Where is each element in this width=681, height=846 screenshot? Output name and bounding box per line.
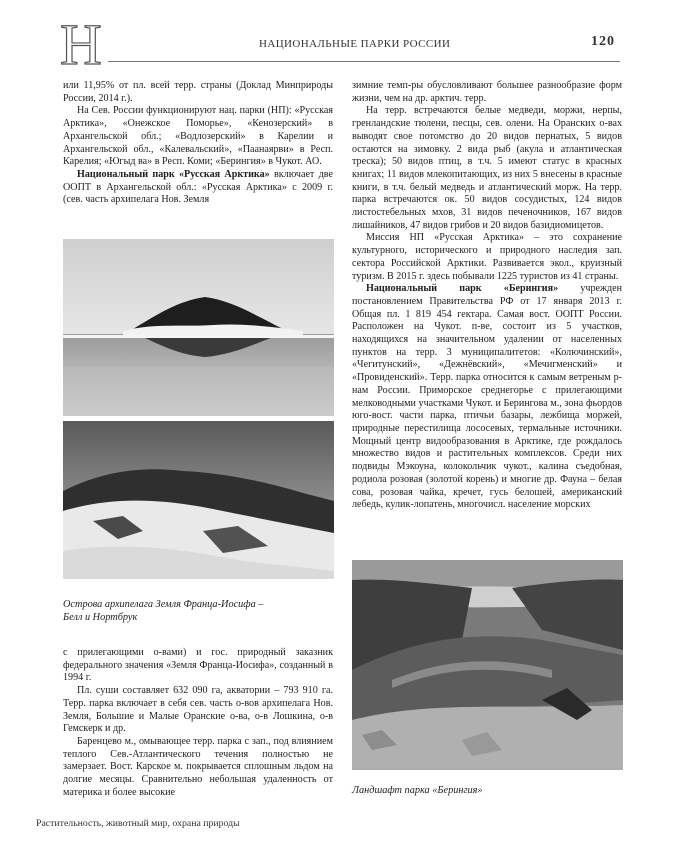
paragraph-text: учрежден постановлением Правительства РФ от 17 января 2013 г. Общая пл. 1 819 454 гектара. Самая вост. ООПТ России. Расположен на Чукот. п-ве, состоит из 5 участков, находящихся на значительном удалении от населенных пунктов на терр. 3 муниципалитетов: «Колючинский», «Чегитунский», «Дежнёвский», «Мечигменский» и «Провиденский». Терр. парка относится к самым ветреным р-нам России. Приморское среднегорье с прилегающими мелководными участками Чукот. и Берингова м., зона фьордов юго-вост. части парка, птичьи базары, лежбища моржей, природные перестилища лососевых, термальные источники. Мощный центр видообразования в Арктике, где рождалось множество видов и растительных комплексов. Среди них подвиды Мэкоуна, колокольчик чукот., калина съедобная, родиола розовая (золотой корень) и многие др. Фауна – белая сова, розовая чайка, кречет, гусь белошей, американский лебедь, кулик-лопатень, многочисл. население морских (352, 283, 623, 511)
paragraph: с прилегающими о-вами) и гос. природный заказник федерального значения «Земля Франца-Иосифа», созданный в 1994 г. (63, 647, 333, 684)
photo-caption-franz-josef-land (63, 598, 323, 624)
header-rule (108, 61, 620, 62)
paragraph-beringia (352, 283, 622, 512)
running-title: НАЦИОНАЛЬНЫЕ ПАРКИ РОССИИ (259, 38, 451, 50)
paragraph: Миссия НП «Русская Арктика» – это сохранение культурного, исторического и природного наследия зап. сектора Российской Арктики. Развивается экол., круизный туризм. В 2015 г. здесь побывали 1225 туристов из 41 страны. (352, 232, 622, 282)
bering-landscape-photo (352, 560, 623, 770)
island-lake-reflection-photo (63, 239, 334, 416)
paragraph-text: включает две ООПТ в Архангельской обл.: «Русская Арктика» с 2009 г. (сев. часть архипелага Нов. Земля (63, 168, 333, 206)
paragraph: Баренцево м., омывающее терр. парка с зап., под влиянием теплого Сев.-Атлантического течения полностью не замерзает. Вост. Карское м. покрывается сплошным льдом на долгие месяцы. Сравнительно небольшая удаленность от материка и более высокие (63, 735, 333, 798)
page-number: 120 (591, 34, 615, 49)
paragraph: зимние темп-ры обусловливают большее разнообразие форм жизни, чем на др. арктич. терр. (352, 80, 622, 104)
left-column-bottom-text (63, 647, 333, 799)
park-name-heading: Национальный парк «Берингия» (366, 283, 559, 295)
paragraph: На Сев. России функционируют нац. парки (НП): «Русская Арктика», «Онежское Поморье», «Кенозерский» в Архангельской обл.; «Водлозерский» в Карелии и Архангельской обл., «Калевальский», «Паанаярви» в Респ. Карелия; «Югыд ва» в Респ. Коми; «Берингия» в Чукот. АО. (63, 105, 333, 168)
paragraph: На терр. встречаются белые медведи, моржи, нерпы, гренландские тюлени, песцы, сев. олени. На Оранских о-вах выводят свое потомство до 20 видов пернатых, 5 видов остаются на зимовку. 2 вида рыб (акула и атлантическая треска); 50 видов птиц, в т.ч. 5 имеют статус в красных книгах; 11 видов млекопитающих, из них 5 внесены в красные книги, в т.ч. белый медведь и атлантический морж. На терр. парка встречаются ок. 50 видов сосудистых, 124 видов листостебельных мхов, 31 видов печеночников, 167 видов лишайников, 47 видов грибов и 20 видов базидиомицетов. (352, 105, 622, 231)
section-initial-letter: Н (60, 12, 102, 77)
paragraph-russian-arctic (63, 169, 333, 207)
right-column-text (352, 80, 622, 512)
snowy-cliff-photo (63, 421, 334, 579)
paragraph: или 11,95% от пл. всей терр. страны (Доклад Минприроды России, 2014 г.). (63, 80, 333, 104)
photo-caption-beringia: Ландшафт парка «Берингия» (352, 785, 483, 796)
page-footer: Растительность, животный мир, охрана природы (36, 818, 240, 829)
left-column-top-text (63, 80, 333, 207)
caption-line: Белл и Нортбрук (63, 612, 138, 623)
page-header (0, 0, 681, 78)
caption-line: Острова архипелага Земля Франца-Иосифа – (63, 599, 264, 610)
park-name-heading: Национальный парк «Русская Арктика» (77, 168, 270, 180)
paragraph: Пл. суши составляет 632 090 га, акватории – 793 910 га. Терр. парка включает в себя сев. часть о-вов архипелага Нов. Земля, Большие и Малые Оранские о-ва, о-в Лошкина, о-в Гемскерк и др. (63, 685, 333, 735)
